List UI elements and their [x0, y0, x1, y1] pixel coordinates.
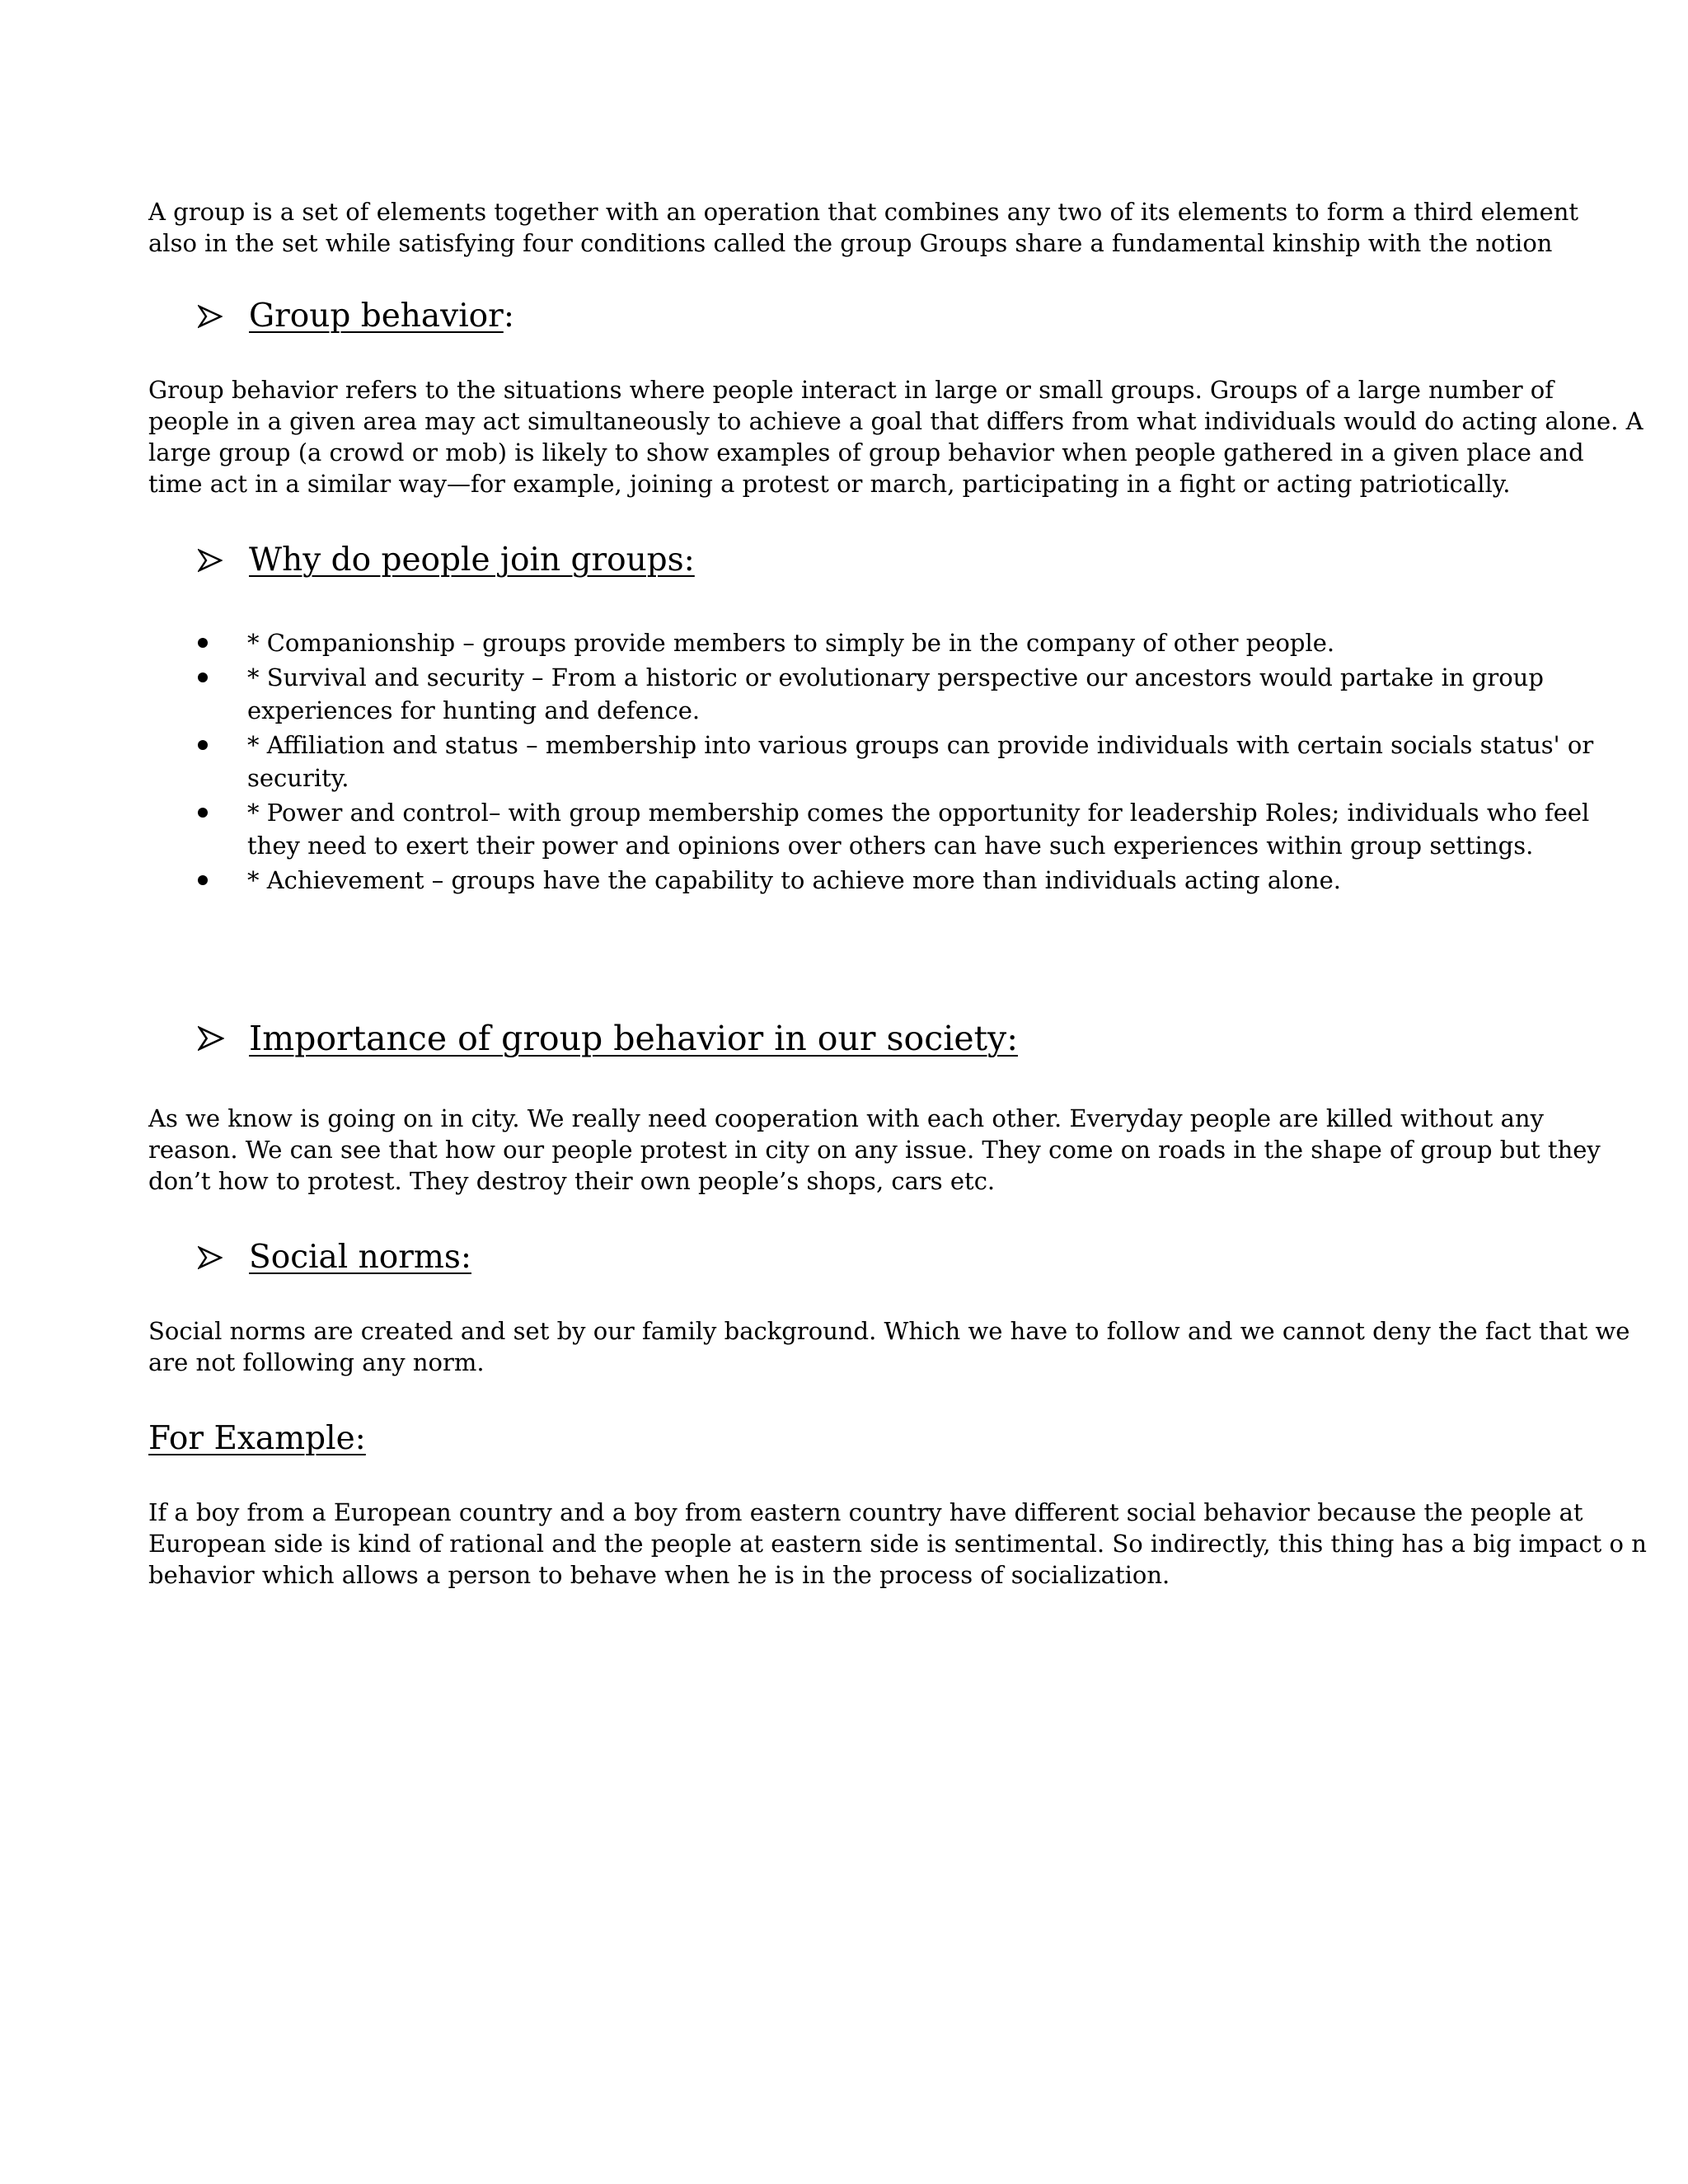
paragraph-line: European side is kind of rational and the people at eastern side is sentimental. So indirectly, this thing has a big impact o n — [148, 1530, 1647, 1558]
paragraph-line: Social norms are created and set by our family background. Which we have to follow and we cannot deny the fact that we — [148, 1317, 1630, 1345]
list-item-line: * Affiliation and status – membership into various groups can provide individuals with certain socials status' or — [247, 731, 1594, 759]
heading-text: Social norms: — [249, 1239, 472, 1276]
heading-for-example: For Example: — [148, 1420, 366, 1457]
intro-paragraph — [148, 196, 1579, 259]
paragraph-line: Group behavior refers to the situations where people interact in large or small groups. Groups of a large number of — [148, 376, 1554, 404]
heading-group-behavior — [198, 297, 514, 336]
list-item-line: * Power and control– with group membership comes the opportunity for leadership Roles; individuals who feel — [247, 799, 1590, 827]
group-behavior-paragraph — [148, 374, 1643, 499]
list-item-line: they need to exert their power and opinions over others can have such experiences within group settings. — [247, 832, 1534, 860]
paragraph-line: don’t how to protest. They destroy their own people’s shops, cars etc. — [148, 1167, 996, 1195]
list-item — [148, 626, 1566, 659]
arrow-bullet-icon — [198, 1245, 249, 1270]
list-item-line: * Survival and security – From a historic or evolutionary perspective our ancestors would partake in group — [247, 663, 1544, 691]
list-item-line: * Achievement – groups have the capability to achieve more than individuals acting alone. — [247, 866, 1342, 894]
social-norms-paragraph — [148, 1315, 1630, 1378]
bullet-dot-icon — [198, 875, 208, 885]
bullet-dot-icon — [198, 673, 208, 682]
paragraph-line: large group (a crowd or mob) is likely to show examples of group behavior when people gathered in a given place and — [148, 438, 1584, 466]
paragraph-line: reason. We can see that how our people protest in city on any issue. They come on roads in the shape of group but they — [148, 1136, 1601, 1164]
list-item — [148, 796, 1590, 862]
list-item-line: * Companionship – groups provide members to simply be in the company of other people. — [247, 629, 1335, 657]
paragraph-line: people in a given area may act simultaneously to achieve a goal that differs from what individuals would do acting alone. A — [148, 407, 1643, 435]
example-paragraph — [148, 1497, 1647, 1591]
importance-paragraph — [148, 1103, 1601, 1197]
list-item — [148, 864, 1566, 897]
bullet-dot-icon — [198, 808, 208, 818]
paragraph-line: are not following any norm. — [148, 1348, 485, 1376]
bullet-dot-icon — [198, 740, 208, 750]
heading-text: Group behavior — [249, 298, 504, 335]
heading-why-join-groups — [198, 541, 695, 580]
paragraph-line: time act in a similar way—for example, joining a protest or march, participating in a fight or acting patriotically. — [148, 470, 1511, 498]
paragraph-line: As we know is going on in city. We really need cooperation with each other. Everyday people are killed without any — [148, 1104, 1544, 1132]
heading-colon: : — [503, 298, 514, 335]
heading-text: Importance of group behavior in our society: — [249, 1019, 1019, 1058]
bullet-dot-icon — [198, 638, 208, 648]
paragraph-line: If a boy from a European country and a boy from eastern country have different social behavior because the people at — [148, 1498, 1583, 1526]
list-item-line: security. — [247, 764, 349, 792]
intro-line: A group is a set of elements together with an operation that combines any two of its elements to form a third element — [148, 198, 1579, 226]
intro-line: also in the set while satisfying four conditions called the group Groups share a fundamental kinship with the notion — [148, 229, 1553, 257]
heading-social-norms — [198, 1238, 471, 1277]
reasons-list — [148, 626, 1594, 898]
heading-importance — [198, 1019, 1018, 1058]
arrow-bullet-icon — [198, 304, 249, 329]
list-item — [148, 729, 1594, 794]
list-item-line: experiences for hunting and defence. — [247, 696, 701, 724]
arrow-bullet-icon — [198, 1025, 249, 1052]
arrow-bullet-icon — [198, 548, 249, 573]
list-item — [148, 661, 1566, 727]
heading-text: Why do people join groups: — [249, 541, 695, 579]
paragraph-line: behavior which allows a person to behave when he is in the process of socialization. — [148, 1561, 1170, 1589]
